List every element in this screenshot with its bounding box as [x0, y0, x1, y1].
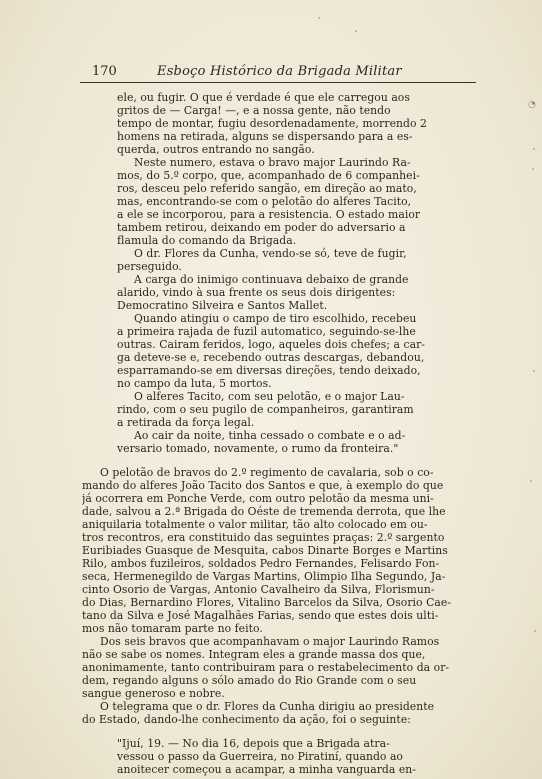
body-line: do Dias, Bernardino Flores, Vitalino Barcelos da Silva, Osorio Cae- [82, 596, 452, 609]
quote-line: tempo de montar, fugiu desordenadamente, morrendo 2 [117, 117, 427, 130]
paper-speck [318, 17, 320, 19]
body-line: tano da Silva e José Magalhães Farias, sendo que estes dois ulti- [82, 609, 439, 622]
body-line: mando do alferes João Tacito dos Santos e que, à exemplo do que [82, 479, 444, 492]
quote-line: ga deteve-se e, recebendo outras descargas, debandou, [117, 351, 425, 364]
quote-line: versario tomado, novamente, o rumo da fronteira." [117, 442, 399, 455]
quote-line: alarido, vindo à sua frente os seus dois dirigentes: [117, 286, 396, 299]
body-line: O telegrama que o dr. Flores da Cunha dirigiu ao presidente [100, 700, 435, 713]
quote-line: no campo da luta, 5 mortos. [117, 377, 272, 390]
body-line: cinto Osorio de Vargas, Antonio Cavalheiro da Silva, Florismun- [82, 583, 435, 596]
paper-speck [355, 30, 357, 32]
quote-line: flamula do comando da Brigada. [117, 234, 297, 247]
quote-line: Democratino Silveira e Santos Mallet. [117, 299, 328, 312]
quote-line: O alferes Tacito, com seu pelotão, e o major Lau- [134, 390, 405, 403]
telegram-line: "Ijuí, 19. — No dia 16, depois que a Brigada atra- [117, 737, 390, 750]
paper-speck [533, 148, 535, 150]
paper-speck [534, 630, 536, 632]
quote-line: a ele se incorporou, para a resistencia. O estado maior [117, 208, 421, 221]
body-line: sangue generoso e nobre. [82, 687, 225, 700]
page-header [80, 62, 476, 83]
body-line: tros recontros, era constituido das seguintes praças: 2.º sargento [82, 531, 445, 544]
quote-line: rindo, com o seu pugilo de companheiros, garantiram [117, 403, 414, 416]
body-line: anonimamente, tanto contribuiram para o restabelecimento da or- [82, 661, 450, 674]
quote-line: A carga do inimigo continuava debaixo de grande [134, 273, 409, 286]
quote-line: querda, outros entrando no sangão. [117, 143, 315, 156]
quote-line: esparramando-se em diversas direções, tendo deixado, [117, 364, 421, 377]
paper-speck [532, 168, 534, 170]
body-line: dade, salvou a 2.ª Brigada do Oéste de tremenda derrota, que lhe [82, 505, 446, 518]
running-title: Esboço Histórico da Brigada Militar [157, 64, 402, 79]
margin-smudge-icon: ◔ [528, 100, 536, 110]
body-line: Euribiades Guasque de Mesquita, cabos Dinarte Borges e Martins [82, 544, 448, 557]
quote-line: ele, ou fugir. O que é verdade é que ele carregou aos [117, 91, 410, 104]
quote-line: Ao cair da noite, tinha cessado o combate e o ad- [134, 429, 406, 442]
body-line: do Estado, dando-lhe conhecimento da ação, foi o seguinte: [82, 713, 411, 726]
quote-line: outras. Cairam feridos, logo, aqueles dois chefes; a car- [117, 338, 426, 351]
quote-line: mas, encontrando-se com o pelotão do alferes Tacito, [117, 195, 412, 208]
body-line: O pelotão de bravos do 2.º regimento de cavalaria, sob o co- [100, 466, 434, 479]
quote-line: a primeira rajada de fuzil automatico, seguindo-se-lhe [117, 325, 416, 338]
body-line: seca, Hermenegildo de Vargas Martins, Olimpio Ilha Segundo, Ja- [82, 570, 446, 583]
quote-line: ros, desceu pelo referido sangão, em direção ao mato, [117, 182, 417, 195]
quote-line: Quando atingiu o campo de tiro escolhido, recebeu [134, 312, 417, 325]
quote-line: O dr. Flores da Cunha, vendo-se só, teve de fugir, [134, 247, 407, 260]
page-number: 170 [92, 64, 117, 79]
body-line: já ocorrera em Ponche Verde, com outro pelotão da mesma uni- [82, 492, 434, 505]
quote-line: tambem retirou, deixando em poder do adversario a [117, 221, 406, 234]
quote-line: homens na retirada, alguns se dispersando para a es- [117, 130, 413, 143]
body-line: aniquilaria totalmente o valor militar, tão alto colocado em ou- [82, 518, 428, 531]
quote-line: Neste numero, estava o bravo major Laurindo Ra- [134, 156, 411, 169]
body-line: mos não tomaram parte no feito. [82, 622, 263, 635]
body-line: Dos seis bravos que acompanhavam o major Laurindo Ramos [100, 635, 440, 648]
body-line: não se sabe os nomes. Integram eles a grande massa dos que, [82, 648, 426, 661]
quote-line: a retirada da força legal. [117, 416, 255, 429]
quote-line: gritos de — Carga! —, e a nossa gente, não tendo [117, 104, 391, 117]
paper-speck [533, 370, 535, 372]
body-line: dem, regando alguns o sólo amado do Rio Grande com o seu [82, 674, 417, 687]
paper-speck [530, 480, 532, 482]
body-line: Rilo, ambos fuzileiros, soldados Pedro Fernandes, Felisardo Fon- [82, 557, 440, 570]
quote-line: perseguido. [117, 260, 182, 273]
telegram-line: anoitecer começou a acampar, a minha vanguarda en- [117, 763, 416, 776]
quote-line: mos, do 5.º corpo, que, acompanhado de 6 companhei- [117, 169, 420, 182]
telegram-line: vessou o passo da Guerreira, no Piratiní, quando ao [117, 750, 403, 763]
